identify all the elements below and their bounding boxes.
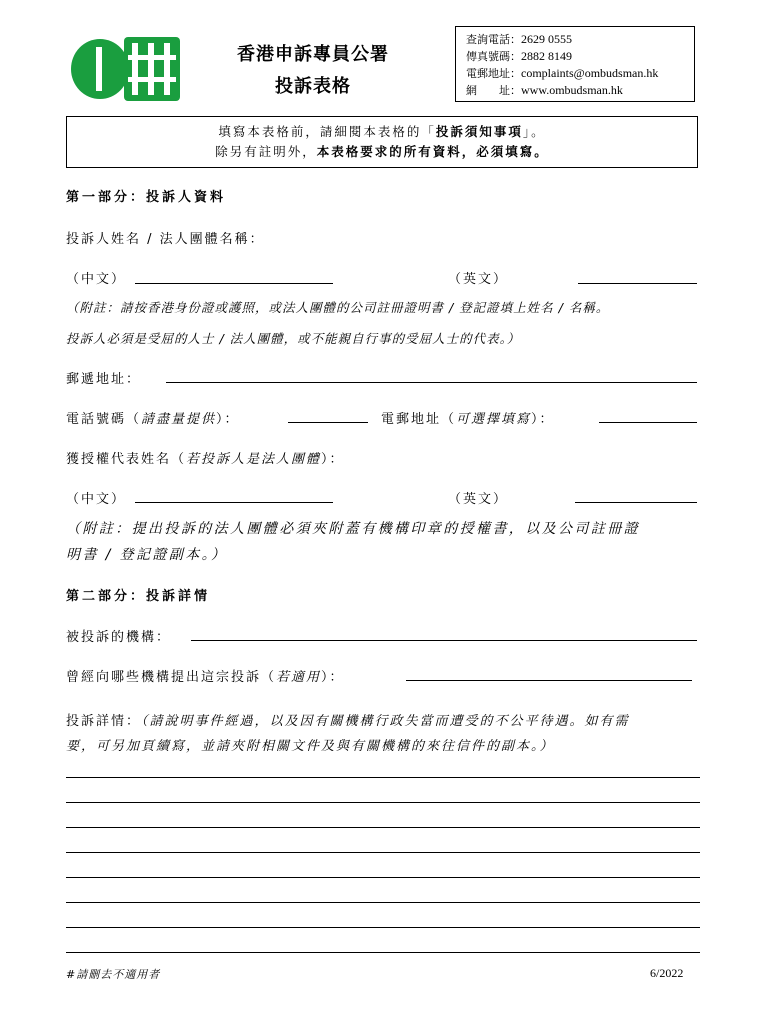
details-line[interactable] xyxy=(66,802,700,803)
footer-note: #請刪去不適用者 xyxy=(66,968,161,981)
address-field[interactable] xyxy=(166,382,697,383)
name-note-line1: （附註：請按香港身份證或護照，或法人團體的公司註冊證明書 / 登記證填上姓名 / 名稱。 xyxy=(66,300,610,315)
previous-complaint-field[interactable] xyxy=(406,680,692,681)
notice-box: 填寫本表格前，請細閱本表格的「投訴須知事項」。 除另有註明外，本表格要求的所有資料，必須填寫。 xyxy=(66,116,698,168)
rep-english-label: （英文） xyxy=(448,492,509,507)
rep-english-field[interactable] xyxy=(575,502,697,503)
email-field[interactable] xyxy=(599,422,697,423)
details-line[interactable] xyxy=(66,927,700,928)
target-organization-label: 被投訴的機構： xyxy=(66,630,172,645)
email-label: 電郵地址（可選擇填寫）： xyxy=(381,412,555,427)
contact-website[interactable]: 網 址：www.ombudsman.hk xyxy=(466,83,623,97)
previous-complaint-label: 曾經向哪些機構提出這宗投訴（若適用）： xyxy=(66,670,345,685)
name-note-line2: 投訴人必須是受屈的人士 / 法人團體，或不能親自行事的受屈人士的代表。） xyxy=(66,331,521,346)
details-line[interactable] xyxy=(66,952,700,953)
contact-box xyxy=(455,26,695,102)
target-organization-field[interactable] xyxy=(191,640,697,641)
name-english-label: （英文） xyxy=(448,272,509,287)
contact-fax: 傳真號碼：2882 8149 xyxy=(466,49,572,63)
complainant-name-label: 投訴人姓名 / 法人團體名稱： xyxy=(66,232,265,247)
contact-email[interactable]: 電郵地址：complaints@ombudsman.hk xyxy=(466,66,659,80)
name-chinese-field[interactable] xyxy=(135,283,333,284)
rep-note-line2: 明書 / 登記證副本。） xyxy=(66,547,228,563)
phone-field[interactable] xyxy=(288,422,368,423)
name-chinese-label: （中文） xyxy=(66,272,127,287)
details-line[interactable] xyxy=(66,827,700,828)
form-version: 6/2022 xyxy=(650,966,684,980)
rep-note-line1: （附註：提出投訴的法人團體必須夾附蓋有機構印章的授權書，以及公司註冊證 xyxy=(66,521,640,537)
rep-chinese-field[interactable] xyxy=(135,502,333,503)
representative-label: 獲授權代表姓名（若投訴人是法人團體）： xyxy=(66,452,345,467)
details-line[interactable] xyxy=(66,877,700,878)
ombudsman-logo xyxy=(70,33,182,105)
name-english-field[interactable] xyxy=(578,283,697,284)
details-line[interactable] xyxy=(66,852,700,853)
phone-label: 電話號碼（請盡量提供）： xyxy=(66,412,240,427)
details-line[interactable] xyxy=(66,777,700,778)
form-title: 投訴表格 xyxy=(275,76,351,97)
part2-heading: 第二部分：投訴詳情 xyxy=(66,589,211,604)
details-label: 投訴詳情：（請說明事件經過，以及因有關機構行政失當而遭受的不公平待遇。如有需 xyxy=(66,714,630,729)
part1-heading: 第一部分：投訴人資料 xyxy=(66,190,227,205)
organization-name: 香港申訴專員公署 xyxy=(237,44,389,65)
details-note-line2: 要，可另加頁續寫，並請夾附相關文件及與有關機構的來往信件的副本。） xyxy=(66,739,555,754)
contact-phone: 查詢電話：2629 0555 xyxy=(466,32,572,46)
rep-chinese-label: （中文） xyxy=(66,492,127,507)
address-label: 郵遞地址： xyxy=(66,372,142,387)
details-line[interactable] xyxy=(66,902,700,903)
